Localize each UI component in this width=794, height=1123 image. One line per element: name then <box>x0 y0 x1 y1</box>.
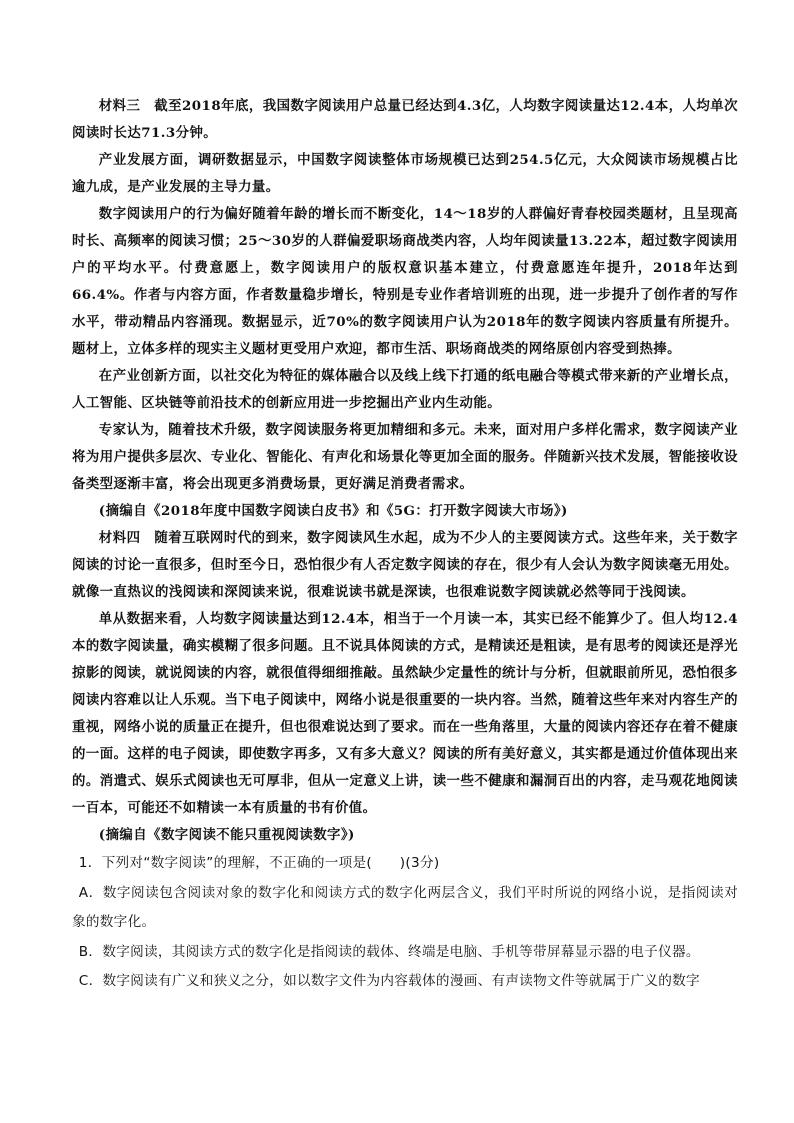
question-1-option-b: B．数字阅读，其阅读方式的数字化是指阅读的载体、终端是电脑、手机等带屏幕显示器的电子仪器。 <box>78 943 700 960</box>
question-1-option-a: A．数字阅读包含阅读对象的数字化和阅读方式的数字化两层含义，我们平时所说的网络小说，是指阅读对象的数字化。 <box>72 884 738 930</box>
material-3-industry-paragraph: 产业发展方面，调研数据显示，中国数字阅读整体市场规模已达到254.5亿元，大众阅读市场规模占比逾九成，是产业发展的主导力量。 <box>72 152 738 195</box>
material-4-data-paragraph: 单从数据来看，人均数字阅读量达到12.4本，相当于一个月读一本，其实已经不能算少了。但人均12.4本的数字阅读量，确实模糊了很多问题。且不说具体阅读的方式，是精读还是粗读，是有思考的阅读还是浮光掠影的阅读，就说阅读的内容，就很值得细细推敲。虽然缺少定量性的统计与分析，但就眼前所见，恐怕很多阅读内容难以让人乐观。当下电子阅读中，网络小说是很重要的一块内容。当然，随着这些年来对内容生产的重视，网络小说的质量正在提升，但也很难说达到了要求。而在一些角落里，大量的阅读内容还存在着不健康的一面。这样的电子阅读，即使数字再多，又有多大意义？阅读的所有美好意义，其实都是通过价值体现出来的。消遣式、娱乐式阅读也无可厚非，但从一定意义上讲，读一些不健康和漏洞百出的内容，走马观花地阅读一百本，可能还不如精读一本有质量的书有价值。 <box>72 611 738 816</box>
material-3-expert-paragraph: 专家认为，随着技术升级，数字阅读服务将更加精细和多元。未来，面对用户多样化需求，数字阅读产业将为用户提供多层次、专业化、智能化、有声化和场景化等更加全面的服务。伴随新兴技术发展，智能接收设备类型逐渐丰富，将会出现更多消费场景，更好满足消费者需求。 <box>72 422 738 492</box>
material-4-intro: 材料四 随着互联网时代的到来，数字阅读风生水起，成为不少人的主要阅读方式。这些年来，关于数字阅读的讨论一直很多，但时至今日，恐怕很少有人否定数字阅读的存在，很少有人会认为数字阅读毫无用处。就像一直热议的浅阅读和深阅读来说，很难说读书就是深读，也很难说数字阅读就必然等同于浅阅读。 <box>72 530 738 600</box>
material-3-source: (摘编自《2018年度中国数字阅读白皮书》和《5G：打开数字阅读大市场》) <box>98 503 568 519</box>
material-3-innovation-paragraph: 在产业创新方面，以社交化为特征的媒体融合以及线上线下打通的纸电融合等模式带来新的产业增长点，人工智能、区块链等前沿技术的创新应用进一步挖掘出产业内生动能。 <box>72 368 738 411</box>
material-4-source: (摘编自《数字阅读不能只重视阅读数字》) <box>98 827 355 843</box>
question-1-stem: 1．下列对“数字阅读”的理解，不正确的一项是( )(3分) <box>78 855 440 871</box>
question-1-option-c: C．数字阅读有广义和狭义之分，如以数字文件为内容载体的漫画、有声读物文件等就属于广义的数字 <box>78 973 700 989</box>
document-body <box>72 93 738 997</box>
material-3-intro: 材料三 截至2018年底，我国数字阅读用户总量已经达到4.3亿，人均数字阅读量达12.4本，人均单次阅读时长达71.3分钟。 <box>72 98 738 141</box>
material-3-user-behavior-paragraph: 数字阅读用户的行为偏好随着年龄的增长而不断变化，14～18岁的人群偏好青春校园类题材，且呈现高时长、高频率的阅读习惯；25～30岁的人群偏爱职场商战类内容，人均年阅读量13.22本，超过数字阅读用户的平均水平。付费意愿上，数字阅读用户的版权意识基本建立，付费意愿连年提升，2018年达到66.4%。作者与内容方面，作者数量稳步增长，特别是专业作者培训班的出现，进一步提升了创作者的写作水平，带动精品内容涌现。数据显示，近70%的数字阅读用户认为2018年的数字阅读内容质量有所提升。题材上，立体多样的现实主义题材更受用户欢迎，都市生活、职场商战类的网络原创内容受到热捧。 <box>72 206 738 357</box>
